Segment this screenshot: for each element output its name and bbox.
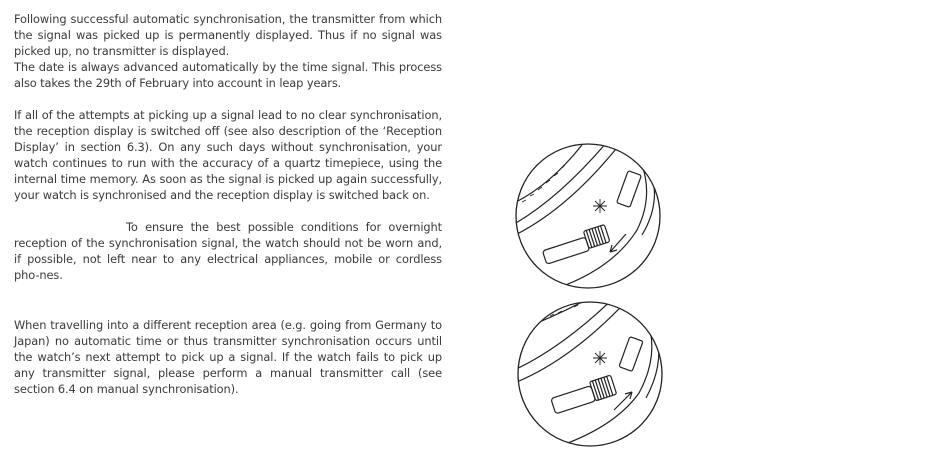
paragraph-no-sync-text: If all of the attempts at picking up a signal lead to no clear synchronisation, the reception display is switched off (see also description of the ‘Reception Display’ in section 6.3). On any such days without synchronisation, your watch continues to run with the accuracy of a quartz timepiece, using the internal time memory. As soon as the signal is picked up again successfully, your watch is synchronised and the reception display is switched back on. xyxy=(14,108,442,203)
watch-crown-pushed-in-illustration xyxy=(514,298,666,450)
paragraph-overnight-reception-text: To ensure the best possible conditions for overnight reception of the synchronisation signal, the watch should not be worn and, if possible, not left near to any electrical appliances, mobile or cordless pho-nes. xyxy=(14,220,442,283)
paragraph-date-advance-text: The date is always advanced automatically by the time signal. This process also takes the 29th of February into account in leap years. xyxy=(14,60,442,91)
paragraph-travel-text: When travelling into a different reception area (e.g. going from Germany to Japan) no automatic time or thus transmitter synchronisation occurs until the watch’s next attempt to pick up a signal. If the watch fails to pick up any transmitter signal, please perform a manual transmitter call (see section 6.4 on manual synchronisation). xyxy=(14,318,442,397)
watch-crown-pulled-out-illustration xyxy=(512,140,664,292)
paragraph-overnight-reception xyxy=(14,219,442,283)
paragraph-travel xyxy=(14,317,442,397)
paragraph-auto-sync xyxy=(14,11,442,91)
paragraph-no-sync xyxy=(14,107,442,204)
paragraph-auto-sync-text: Following successful automatic synchronisation, the transmitter from which the signal was picked up is permanently displayed. Thus if no signal was picked up, no transmitter is displayed. xyxy=(14,12,442,59)
